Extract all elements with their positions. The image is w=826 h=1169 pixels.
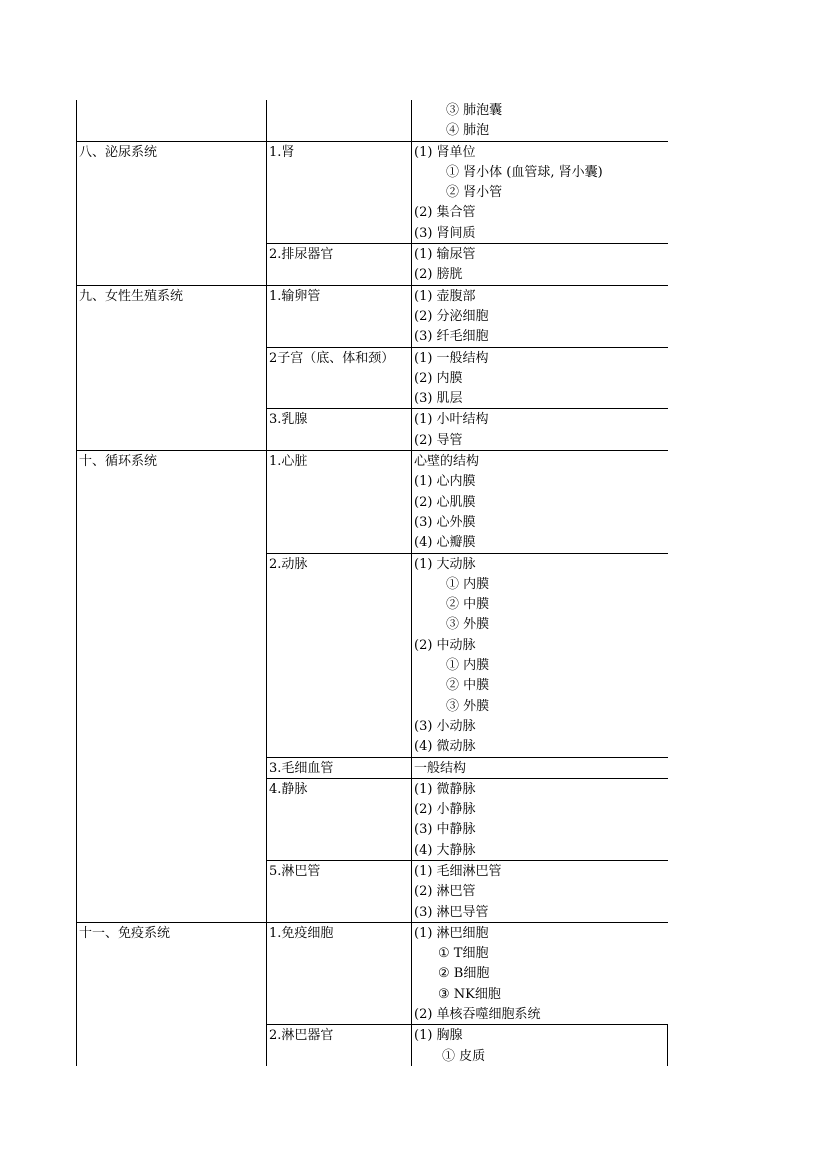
subsection-row — [266, 1024, 668, 1066]
content-line: ② B细胞 — [438, 966, 490, 982]
content-line: ② 肾小管 — [446, 185, 503, 201]
subsection-title — [267, 100, 411, 120]
content-line: (2) 心肌膜 — [414, 494, 476, 510]
subsection-title: 3.毛细血管 — [269, 760, 334, 776]
content-cell — [412, 100, 668, 141]
content-line: ① 肾小体 (血管球, 肾小囊) — [446, 164, 603, 180]
content-cell — [412, 1025, 668, 1066]
content-line: (3) 纤毛细胞 — [414, 329, 489, 345]
content-line: (1) 心内膜 — [414, 474, 476, 490]
content-cell — [412, 861, 668, 922]
content-line: (3) 小动脉 — [414, 718, 476, 734]
content-line: (1) 小叶结构 — [414, 412, 489, 428]
content-line: (1) 胸腺 — [414, 1028, 463, 1044]
subsection-title-cell — [266, 286, 412, 347]
content-line: (2) 淋巴管 — [414, 884, 476, 900]
subsection-title: 5.淋巴管 — [269, 863, 321, 879]
content-line: (2) 中动脉 — [414, 637, 476, 653]
section-title: 八、泌尿系统 — [79, 144, 158, 160]
subsection-row — [266, 553, 668, 757]
section-row — [76, 922, 668, 1066]
content-line: (1) 肾单位 — [414, 144, 476, 160]
subsection-title-cell — [266, 758, 412, 778]
content-line: (2) 集合管 — [414, 205, 476, 221]
subsection-title-cell — [266, 142, 412, 243]
section-row — [76, 100, 668, 141]
content-cell — [412, 451, 668, 552]
subsection-row — [266, 142, 668, 243]
content-line: (1) 微静脉 — [414, 781, 476, 797]
content-cell — [412, 142, 668, 243]
outline-table — [76, 100, 668, 1066]
content-line: (3) 肌层 — [414, 391, 463, 407]
content-line: ④ 肺泡 — [446, 123, 490, 139]
subsection-title-cell — [266, 923, 412, 1024]
subsection-title-cell — [266, 779, 412, 860]
subsection-title-cell — [266, 244, 412, 285]
content-line: (4) 心瓣膜 — [414, 535, 476, 551]
content-line: (3) 淋巴导管 — [414, 904, 489, 920]
subsection-row — [266, 451, 668, 552]
subsection-title-cell — [266, 1025, 412, 1066]
subsection-title: 1.心脏 — [269, 454, 308, 470]
content-line: ③ 肺泡囊 — [446, 103, 503, 118]
content-line: ② 中膜 — [446, 597, 490, 613]
subsection-title-cell — [266, 409, 412, 450]
content-line: (3) 肾间质 — [414, 225, 476, 241]
subsection-title: 2.动脉 — [269, 556, 308, 572]
content-cell — [412, 348, 668, 409]
subsection-title-cell — [266, 554, 412, 757]
content-line: 心壁的结构 — [414, 454, 480, 470]
content-cell — [412, 244, 668, 285]
section-title: 十、循环系统 — [79, 454, 158, 470]
subsection-title: 4.静脉 — [269, 781, 308, 797]
section-row — [76, 141, 668, 285]
section-title-cell — [76, 142, 266, 285]
subsection-row — [266, 100, 668, 141]
content-line: ① 内膜 — [446, 658, 490, 674]
content-line: ① T细胞 — [438, 946, 489, 962]
subsection-title: 3.乳腺 — [269, 412, 308, 428]
subsection-title: 1.输卵管 — [269, 288, 321, 304]
content-line: ③ 外膜 — [446, 617, 490, 633]
section-title: 九、女性生殖系统 — [79, 288, 184, 304]
section-title-cell — [76, 451, 266, 922]
subsection-title: 2子宫（底、体和颈） — [269, 350, 395, 366]
subsection-row — [266, 757, 668, 778]
subsection-title-cell — [266, 100, 412, 141]
subsection-title: 1.免疫细胞 — [269, 925, 334, 941]
content-line: (3) 心外膜 — [414, 514, 476, 530]
content-line: ① 内膜 — [446, 576, 490, 592]
content-line: (1) 输尿管 — [414, 247, 476, 263]
content-line: (3) 中静脉 — [414, 822, 476, 838]
content-line: (4) 微动脉 — [414, 739, 476, 755]
section-row — [76, 285, 668, 450]
subsection-row — [266, 286, 668, 347]
content-line: (2) 小静脉 — [414, 802, 476, 818]
subsection-title: 2.淋巴器官 — [269, 1028, 334, 1044]
section-title — [77, 100, 266, 120]
content-cell — [412, 758, 668, 778]
subsection-title: 2.排尿器官 — [269, 247, 334, 263]
subsection-title-cell — [266, 861, 412, 922]
content-line: (1) 毛细淋巴管 — [414, 863, 502, 879]
content-line: (1) 一般结构 — [414, 350, 489, 366]
content-line: (1) 壶腹部 — [414, 288, 476, 304]
section-title-cell — [76, 100, 266, 141]
content-line: (2) 导管 — [414, 432, 463, 448]
content-line: (1) 淋巴细胞 — [414, 925, 489, 941]
content-line: (2) 单核吞噬细胞系统 — [414, 1007, 541, 1023]
content-line: ③ 外膜 — [446, 698, 490, 714]
section-row — [76, 450, 668, 922]
content-cell — [412, 286, 668, 347]
content-cell — [412, 779, 668, 860]
content-line: (2) 分泌细胞 — [414, 308, 489, 324]
subsection-title-cell — [266, 348, 412, 409]
content-line: 一般结构 — [414, 760, 467, 776]
subsection-row — [266, 860, 668, 922]
content-line: ③ NK细胞 — [438, 986, 501, 1002]
content-cell — [412, 923, 668, 1024]
section-title-cell — [76, 286, 266, 450]
content-cell — [412, 554, 668, 757]
content-line: (2) 膀胱 — [414, 267, 463, 283]
content-line: (1) 大动脉 — [414, 556, 476, 572]
content-line: (4) 大静脉 — [414, 842, 476, 858]
subsection-row — [266, 923, 668, 1024]
section-title-cell — [76, 923, 266, 1066]
subsection-row — [266, 778, 668, 860]
content-line: ① 皮质 — [442, 1048, 486, 1064]
subsection-row — [266, 408, 668, 450]
content-line: ② 中膜 — [446, 678, 490, 694]
content-cell — [412, 409, 668, 450]
subsection-title-cell — [266, 451, 412, 552]
section-title: 十一、免疫系统 — [79, 925, 171, 941]
subsection-title: 1.肾 — [269, 144, 295, 160]
subsection-row — [266, 243, 668, 285]
subsection-row — [266, 347, 668, 409]
content-line: (2) 内膜 — [414, 370, 463, 386]
